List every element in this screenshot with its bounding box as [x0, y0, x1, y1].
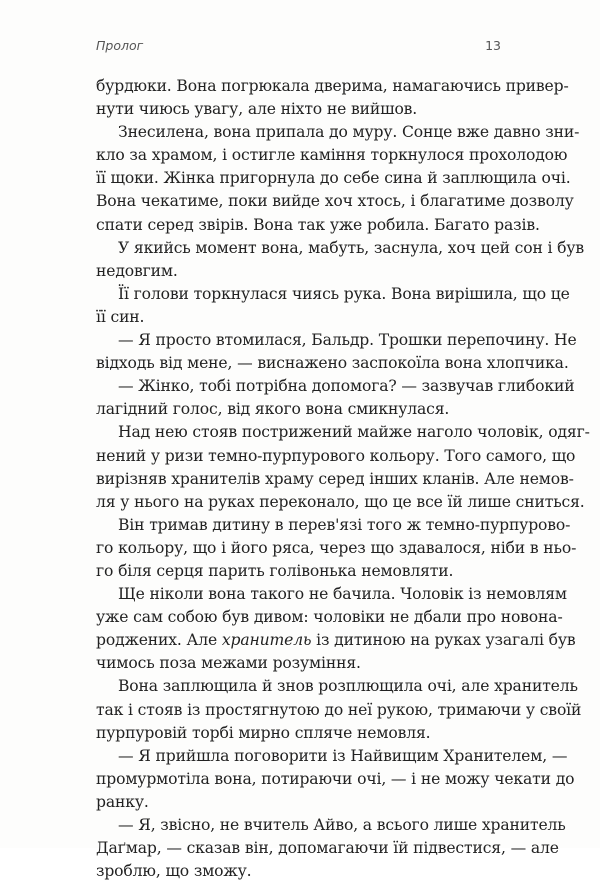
text-line: уже сам собою був дивом: чоловіки не дбали про новона-	[96, 608, 563, 627]
text-line: лагідний голос, від якого вона смикнулася.	[96, 400, 450, 419]
text-line: нути чиюсь увагу, але ніхто не вийшов.	[96, 100, 418, 119]
text-line: спати серед звірів. Вона так уже робила. Багато разів.	[96, 215, 540, 234]
text-line: її син.	[96, 307, 145, 326]
text-line: У якийсь момент вона, мабуть, заснула, хоч цей сон і був	[118, 238, 585, 257]
text-line: — Я, звісно, не вчитель Айво, а всього лише хранитель	[118, 816, 566, 834]
text-line: Її голови торкнулася чиясь рука. Вона вирішила, що це	[118, 284, 570, 303]
text-line: так і стояв із простягнутою до неї рукою, тримаючи у своїй	[96, 700, 582, 719]
page-number: 13	[485, 38, 501, 53]
text-line: Знесилена, вона припала до муру. Сонце вже давно зни-	[118, 123, 580, 142]
text-line: пурпуровій торбі мирно спляче немовля.	[96, 723, 431, 742]
text-line: Над нею стояв пострижений майже наголо чоловік, одяг-	[118, 423, 590, 442]
text-line: кло за храмом, і остигле каміння торкнулося прохолодою	[96, 146, 568, 165]
text-line	[96, 629, 576, 652]
text-line: го кольору, що і його ряса, через що здавалося, ніби в ньо-	[96, 538, 577, 557]
text-line: недовгим.	[96, 261, 178, 280]
text-line: чимось поза межами розуміння.	[96, 654, 361, 673]
text-line: — Я прийшла поговорити із Найвищим Хранителем, —	[118, 746, 568, 765]
text-line: ля у нього на руках переконало, що це все їй лише сниться.	[96, 492, 585, 511]
text-line: Ще ніколи вона такого не бачила. Чоловік із немовлям	[118, 585, 567, 604]
text-line: го біля серця парить голівонька немовляти.	[96, 561, 454, 580]
text-line: нений у ризи темно-пурпурового кольору. Того самого, що	[96, 446, 576, 465]
text-line: Вона чекатиме, поки вийде хоч хтось, і благатиме дозволу	[96, 192, 574, 211]
text-line: її щоки. Жінка пригорнула до себе сина й заплющила очі.	[96, 169, 571, 188]
text-line: — Я просто втомилася, Бальдр. Трошки перепочину. Не	[118, 331, 577, 350]
text-run: із дитиною на руках узагалі був	[311, 631, 576, 650]
emphasized-word: хранитель	[221, 631, 312, 650]
text-line: — Жінко, тобі потрібна допомога? — зазвучав глибокий	[118, 377, 575, 396]
text-line: відходь від мене, — виснажено заспокоїла вона хлопчика.	[96, 354, 569, 373]
text-run: роджених. Але	[96, 631, 222, 650]
body-text	[96, 75, 590, 883]
text-line: бурдюки. Вона погрюкала дверима, намагаючись привер-	[96, 77, 569, 95]
text-line: Він тримав дитину в перев'язі того ж темно-пурпурово-	[118, 515, 571, 534]
text-line: ранку.	[96, 792, 149, 811]
text-line: вирізняв хранителів храму серед інших кланів. Але немов-	[96, 469, 574, 488]
chapter-title: Пролог	[96, 38, 144, 53]
text-line: зроблю, що зможу.	[96, 862, 252, 881]
running-head	[96, 38, 501, 58]
text-line: промурмотіла вона, потираючи очі, — і не можу чекати до	[96, 769, 575, 788]
text-line: Даґмар, — сказав він, допомагаючи їй підвестися, — але	[96, 839, 559, 858]
text-line: Вона заплющила й знов розплющила очі, але хранитель	[118, 677, 578, 696]
